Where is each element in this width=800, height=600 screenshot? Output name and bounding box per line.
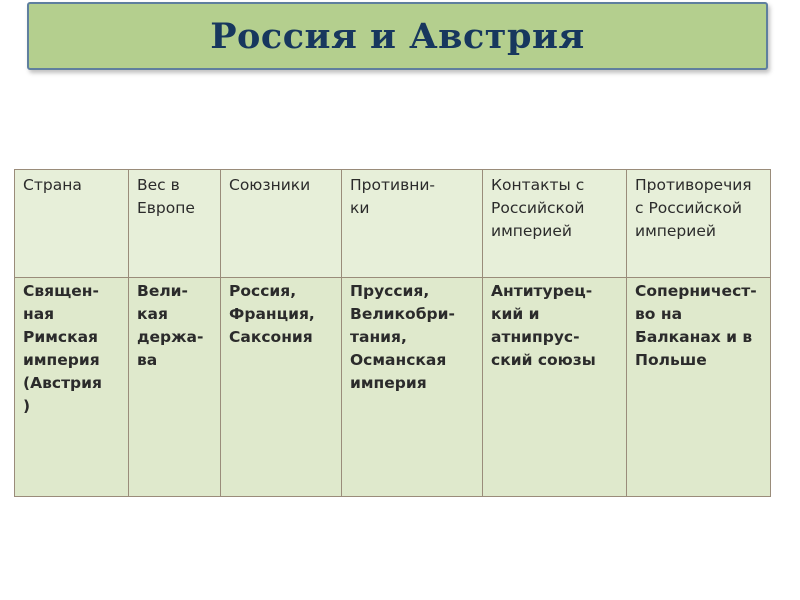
table-header-row	[15, 170, 771, 278]
header-cell-weight: Вес в Европе	[129, 170, 221, 278]
header-cell-contacts: Контакты с Российской империей	[483, 170, 627, 278]
cell-contacts: Антитурец- кий и атнипрус- ский союзы	[483, 278, 627, 497]
title-banner	[27, 2, 768, 70]
header-cell-country: Страна	[15, 170, 129, 278]
header-cell-contradictions: Противоречия с Российской империей	[627, 170, 771, 278]
comparison-table	[14, 169, 771, 497]
cell-contradictions: Соперничест- во на Балканах и в Польше	[627, 278, 771, 497]
cell-allies: Россия, Франция, Саксония	[221, 278, 342, 497]
cell-opponents: Пруссия, Великобри- тания, Османская империя	[342, 278, 483, 497]
slide-title: Россия и Австрия	[210, 15, 585, 57]
cell-weight: Вели- кая держа- ва	[129, 278, 221, 497]
header-cell-allies: Союзники	[221, 170, 342, 278]
header-cell-opponents: Противни- ки	[342, 170, 483, 278]
table-row	[15, 278, 771, 497]
cell-country: Священ- ная Римская империя (Австрия )	[15, 278, 129, 497]
